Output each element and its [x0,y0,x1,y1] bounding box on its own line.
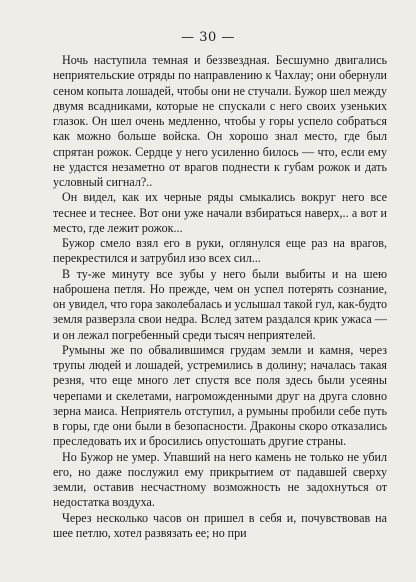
paragraph: Но Бужор не умер. Упавший на него камень не только не убил его, но даже послужил ему прикрытием от падавшей сверху земли, оставив несчастному возможность не задохнуться от недостатка воздуха. [53,449,387,510]
paragraph: Ночь наступила темная и беззвездная. Бесшумно двигались неприятельские отряды по направлению к Чахлау; они обернули сеном копыта лошадей, чтобы они не стучали. Бужор шел между двумя всадниками, которые не спускали с него своих узеньких глазок. Он шел очень медленно, чтобы у горы успело собраться как можно больше войска. Он хорошо знал место, где был спрятан рожок. Сердце у него усиленно билось — что, если ему не удастся незаметно от врагов поднести к губам рожок и дать условный сигнал?.. [53,53,387,189]
paragraph: В ту-же минуту все зубы у него были выбиты и на шею наброшена петля. Но прежде, чем он успел потерять сознание, он увидел, что гора заколебалась и услышал такой гул, как-будто земля разверзла свои недра. Вслед затем раздался крик ужаса — и он лежал погребенный среди тысяч неприятелей. [53,266,387,342]
paragraph: Румыны же по обвалившимся грудам земли и камня, через трупы людей и лошадей, устремились в долину; началась такая резня, что еще много лет спустя все поля здесь были усеяны черепами и скелетами, нагроможденными друг на друга словно зерна маиса. Неприятель отступил, а румыны пробили себе путь в горы, где они были в безопасности. Драконы скоро отказались преследовать их и бросились опустошать другие страны. [53,342,387,449]
body-text [53,53,387,541]
paragraph: Он видел, как их черные ряды смыкались вокруг него все теснее и теснее. Вот они уже начали взбираться наверх,.. а вот и место, где лежит рожок... [53,190,387,235]
page-number: — 30 — [181,30,235,45]
paragraph: Через несколько часов он пришел в себя и, почувствовав на шее петлю, хотел развязать ее; но при [53,510,387,540]
paragraph: Бужор смело взял его в руки, оглянулся еще раз на врагов, перекрестился и затрубил изо всех сил... [53,236,387,266]
